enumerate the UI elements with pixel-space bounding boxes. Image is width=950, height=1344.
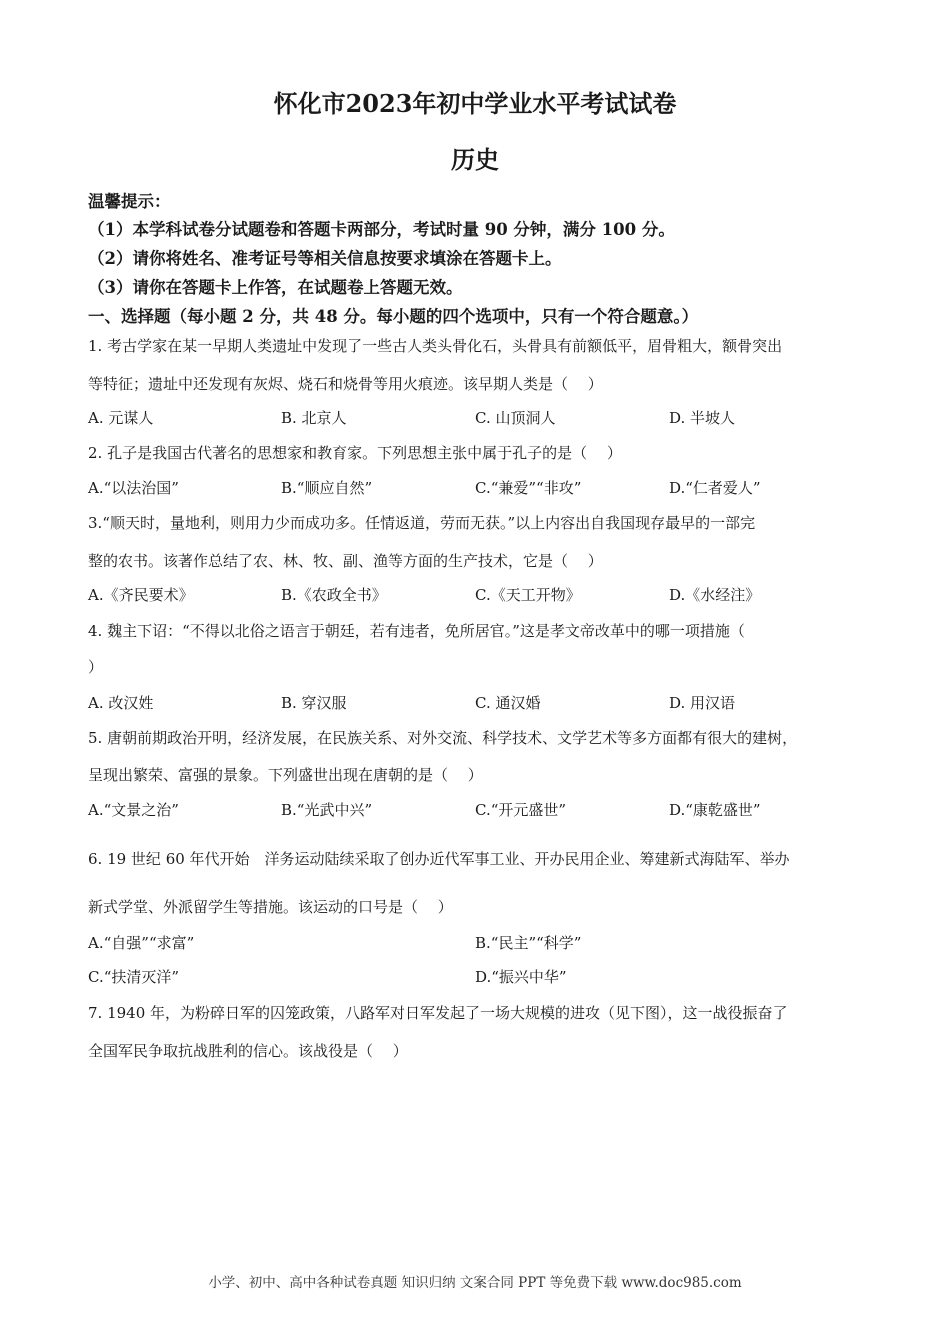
option-a: A.“以法治国” xyxy=(88,479,179,497)
option-b: B. 穿汉服 xyxy=(281,694,347,712)
option-c: C.“扶清灭洋” xyxy=(88,968,180,986)
option-d: D. 用汉语 xyxy=(669,694,736,712)
option-c: C. 通汉婚 xyxy=(475,694,541,712)
option-d: D.“振兴中华” xyxy=(475,968,567,986)
option-a: A. 改汉姓 xyxy=(88,694,154,712)
page-footer: 小学、初中、高中各种试卷真题 知识归纳 文案合同 PPT 等免费下载 www.doc985.com xyxy=(208,1275,742,1291)
question-line: 7. 1940 年，为粉碎日军的囚笼政策，八路军对日军发起了一场大规模的进攻（见下图），这一战役振奋了 xyxy=(88,1004,788,1022)
option-d: D.《水经注》 xyxy=(669,586,761,604)
section-heading: 一、选择题（每小题 2 分，共 48 分。每小题的四个选项中，只有一个符合题意。） xyxy=(88,307,699,326)
question-line: 等特征；遗址中还发现有灰烬、烧石和烧骨等用火痕迹。该早期人类是（ ） xyxy=(88,375,603,393)
notice-item: （3）请你在答题卡上作答，在试题卷上答题无效。 xyxy=(88,278,463,297)
option-a: A.“文景之治” xyxy=(88,801,179,819)
question-line: ） xyxy=(88,658,104,676)
question-line: 4. 魏主下诏：“不得以北俗之语言于朝廷，若有违者，免所居官。”这是孝文帝改革中的哪一项措施（ xyxy=(88,622,745,640)
question-line: 整的农书。该著作总结了农、林、牧、副、渔等方面的生产技术，它是（ ） xyxy=(88,552,603,570)
question-line: 呈现出繁荣、富强的景象。下列盛世出现在唐朝的是（ ） xyxy=(88,766,483,784)
option-b: B.“民主”“科学” xyxy=(475,934,582,952)
notice-item: （1）本学科试卷分试题卷和答题卡两部分，考试时量 90 分钟，满分 100 分。 xyxy=(88,220,675,239)
question-line: 3.“顺天时，量地利，则用力少而成功多。任情返道，劳而无获。”以上内容出自我国现存最早的一部完 xyxy=(88,514,756,532)
option-b: B.“顺应自然” xyxy=(281,479,373,497)
option-c: C.“开元盛世” xyxy=(475,801,567,819)
option-c: C. 山顶洞人 xyxy=(475,409,556,427)
option-c: C.“兼爱”“非攻” xyxy=(475,479,582,497)
option-d: D. 半坡人 xyxy=(669,409,736,427)
option-a: A.《齐民要术》 xyxy=(88,586,194,604)
subject-title: 历史 xyxy=(451,145,499,174)
option-c: C.《天工开物》 xyxy=(475,586,581,604)
option-d: D.“康乾盛世” xyxy=(669,801,761,819)
option-b: B.《农政全书》 xyxy=(281,586,387,604)
option-b: B. 北京人 xyxy=(281,409,347,427)
question-line: 1. 考古学家在某一早期人类遗址中发现了一些古人类头骨化石，头骨具有前额低平，眉骨粗大，额骨突出 xyxy=(88,337,783,355)
option-b: B.“光武中兴” xyxy=(281,801,373,819)
question-line: 5. 唐朝前期政治开明，经济发展，在民族关系、对外交流、科学技术、文学艺术等多方面都有很大的建树， xyxy=(88,729,798,747)
notice-item: （2）请你将姓名、准考证号等相关信息按要求填涂在答题卡上。 xyxy=(88,249,562,268)
option-a: A. 元谋人 xyxy=(88,409,154,427)
question-line: 2. 孔子是我国古代著名的思想家和教育家。下列思想主张中属于孔子的是（ ） xyxy=(88,444,622,462)
option-a: A.“自强”“求富” xyxy=(88,934,195,952)
exam-title: 怀化市2023年初中学业水平考试试卷 xyxy=(273,89,677,118)
question-line: 全国军民争取抗战胜利的信心。该战役是（ ） xyxy=(88,1042,408,1060)
option-d: D.“仁者爱人” xyxy=(669,479,761,497)
question-line: 6. 19 世纪 60 年代开始 洋务运动陆续采取了创办近代军事工业、开办民用企业、筹建新式海陆军、举办 xyxy=(88,850,790,868)
question-line: 新式学堂、外派留学生等措施。该运动的口号是（ ） xyxy=(88,898,453,916)
notice-heading: 温馨提示： xyxy=(88,192,171,211)
